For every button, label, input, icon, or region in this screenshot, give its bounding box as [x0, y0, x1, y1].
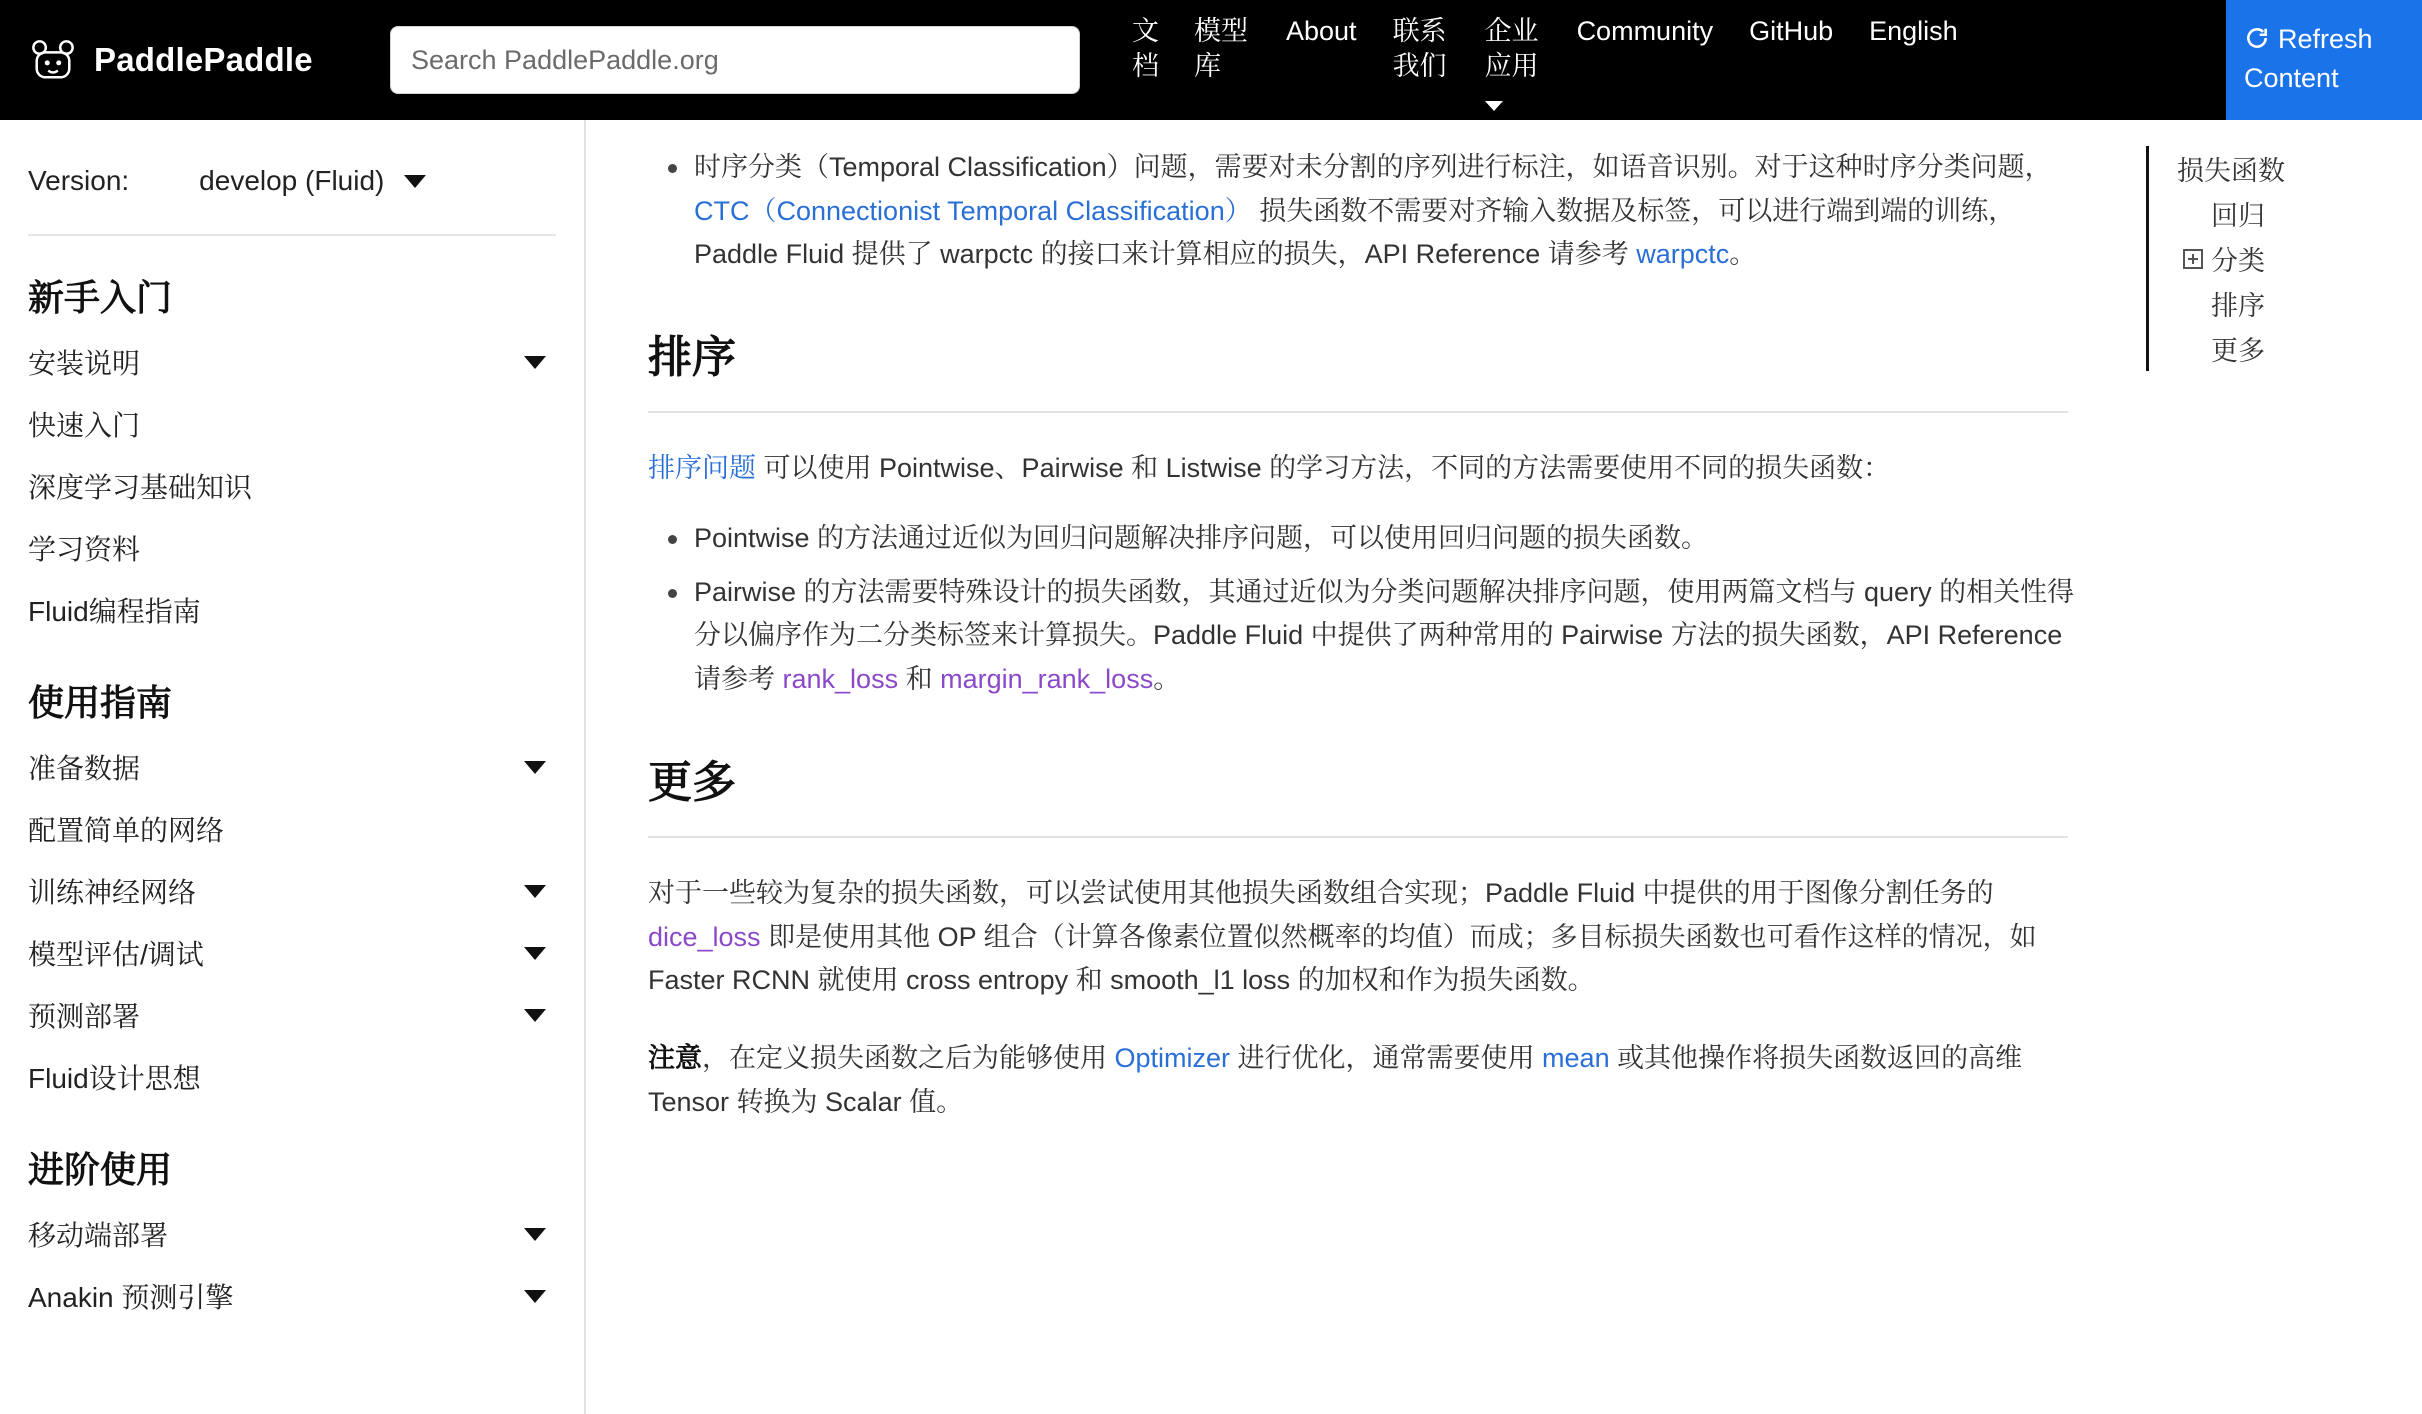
sidebar-section-title-advanced: 进阶使用: [28, 1149, 173, 1190]
nav-item-model-zoo[interactable]: 模型库: [1194, 16, 1248, 81]
page-body: [0, 120, 2422, 1414]
list-item: [694, 571, 2088, 702]
nav-item-github[interactable]: GitHub: [1749, 16, 1834, 46]
sidebar: [0, 120, 586, 1414]
more-paragraph-2: [648, 1037, 2068, 1124]
sidebar-item-label: 准备数据: [28, 753, 141, 784]
chevron-down-icon: [524, 1009, 546, 1022]
sidebar-item-dl-basics[interactable]: [0, 455, 584, 517]
paddle-bear-logo-icon: [30, 37, 76, 83]
ranking-intro-paragraph: [648, 447, 2068, 491]
sidebar-item-fluid-guide[interactable]: [0, 579, 584, 641]
more-text-2: 即是使用其他 OP 组合（计算各像素位置似然概率的均值）而成；多目标损失函数也可看作这样的情况，如 Faster RCNN 就使用 cross entropy 和 smooth_l1 loss 的加权和作为损失函数。: [648, 921, 2037, 996]
ranking-intro-text: 可以使用 Pointwise、Pairwise 和 Listwise 的学习方法，不同的方法需要使用不同的损失函数：: [756, 453, 1891, 484]
link-rank-loss[interactable]: rank_loss: [782, 664, 899, 695]
chevron-down-icon: [524, 761, 546, 774]
note-text-1: ，在定义损失函数之后为能够使用: [702, 1043, 1115, 1074]
chevron-down-icon: [524, 1228, 546, 1241]
brand-name: PaddlePaddle: [94, 41, 313, 78]
search-input[interactable]: [390, 26, 1080, 94]
top-navigation-bar: [0, 0, 2422, 120]
nav-item-contact-us[interactable]: 联系我们: [1392, 16, 1447, 81]
sidebar-item-label: Fluid设计思想: [28, 1063, 201, 1094]
section-heading-ranking: 排序: [648, 321, 2068, 413]
nav-item-english[interactable]: English: [1869, 16, 1958, 46]
sidebar-item-fluid-design[interactable]: [0, 1046, 584, 1108]
pairwise-text-2: 和: [898, 664, 941, 695]
version-label: Version:: [28, 165, 130, 196]
section-heading-more: 更多: [648, 746, 2068, 838]
nav-item-about[interactable]: About: [1286, 16, 1357, 46]
sidebar-item-learning-materials[interactable]: [0, 517, 584, 579]
sidebar-item-install[interactable]: [0, 331, 584, 393]
version-value: develop (Fluid): [199, 165, 385, 196]
refresh-icon: [2244, 25, 2270, 61]
toc-item-classification[interactable]: [2177, 236, 2422, 281]
link-dice-loss[interactable]: dice_loss: [648, 921, 761, 952]
more-paragraph-1: [648, 872, 2068, 1003]
toc-item-loss-functions[interactable]: 损失函数: [2177, 156, 2285, 186]
sidebar-item-mobile-deploy[interactable]: [0, 1203, 584, 1265]
sidebar-item-simple-network[interactable]: [0, 798, 584, 860]
toc-item-ranking[interactable]: 排序: [2211, 291, 2265, 321]
document-body: [648, 120, 2088, 1125]
note-text-3: 或其他操作将损失函数返回的高维 Tensor 转换为 Scalar 值。: [648, 1043, 2023, 1117]
sidebar-section-title-userguide: 使用指南: [28, 682, 173, 723]
sidebar-item-label: 训练神经网络: [28, 877, 197, 908]
expand-plus-icon[interactable]: [2183, 249, 2203, 269]
sidebar-item-quickstart[interactable]: [0, 393, 584, 455]
toc-item-more[interactable]: 更多: [2211, 336, 2265, 366]
sidebar-item-label: 预测部署: [28, 1001, 141, 1032]
chevron-down-icon: [524, 885, 546, 898]
sidebar-section-title-beginner: 新手入门: [28, 277, 173, 318]
page-toc: [2146, 146, 2422, 371]
sidebar-item-model-eval-debug[interactable]: [0, 922, 584, 984]
note-text-2: 进行优化，通常需要使用: [1230, 1043, 1543, 1074]
main-content: [586, 120, 2422, 1414]
link-ranking-problem[interactable]: 排序问题: [648, 453, 756, 484]
link-mean[interactable]: mean: [1542, 1043, 1610, 1074]
bullet-text-1: 时序分类（Temporal Classification）问题，需要对未分割的序列进行标注，如语音识别。对于这种时序分类问题，: [694, 152, 2052, 182]
more-text-1: 对于一些较为复杂的损失函数，可以尝试使用其他损失函数组合实现；Paddle Fluid 中提供的用于图像分割任务的: [648, 877, 1994, 908]
link-warpctc[interactable]: warpctc: [1636, 239, 1730, 270]
nav-item-community[interactable]: Community: [1576, 16, 1714, 46]
main-nav-items: [1114, 0, 1976, 120]
sidebar-item-label: 快速入门: [28, 410, 141, 441]
ranking-bullet-list: [648, 517, 2088, 702]
link-ctc[interactable]: CTC（Connectionist Temporal Classification）: [694, 195, 1252, 226]
note-label: 注意: [648, 1043, 702, 1074]
chevron-down-icon: [524, 1290, 546, 1303]
nav-item-enterprise-label: 企业应用: [1484, 16, 1539, 81]
sidebar-item-inference-deploy[interactable]: [0, 984, 584, 1046]
brand-logo-link[interactable]: [0, 37, 360, 83]
list-item: [694, 146, 2088, 277]
sidebar-item-label: 学习资料: [28, 534, 141, 565]
sidebar-item-label: 安装说明: [28, 348, 141, 379]
search-container: [390, 26, 1080, 94]
pairwise-text-1: Pairwise 的方法需要特殊设计的损失函数，其通过近似为分类问题解决排序问题，使用两篇文档与 query 的相关性得分以偏序作为二分类标签来计算损失。Paddle Fluid 中提供了两种常用的 Pairwise 方法的损失函数，API Reference 请参考: [694, 576, 2075, 695]
sidebar-item-label: 移动端部署: [28, 1220, 169, 1251]
sidebar-item-label: Anakin 预测引擎: [28, 1282, 234, 1313]
sidebar-item-label: 模型评估/调试: [28, 939, 204, 970]
toc-item-classification-label: 分类: [2211, 246, 2265, 276]
link-optimizer[interactable]: Optimizer: [1114, 1043, 1231, 1074]
chevron-down-icon: [404, 175, 426, 188]
nav-item-enterprise[interactable]: [1467, 14, 1559, 120]
nav-item-docs[interactable]: 文档: [1132, 16, 1159, 81]
sidebar-item-prepare-data[interactable]: [0, 736, 584, 798]
sidebar-item-label: 深度学习基础知识: [28, 472, 253, 503]
bullet-text-2: 损失函数不需要对齐输入数据及标签，可以进行端到端的训练，Paddle Fluid 提供了 warpctc 的接口来计算相应的损失，API Reference 请参考: [694, 195, 2016, 270]
sidebar-item-label: Fluid编程指南: [28, 596, 201, 627]
top-bullet-list: [648, 146, 2088, 277]
toc-item-regression[interactable]: 回归: [2211, 201, 2265, 231]
sidebar-item-label: 配置简单的网络: [28, 815, 225, 846]
sidebar-item-anakin-engine[interactable]: [0, 1265, 584, 1327]
pairwise-text-3: 。: [1153, 664, 1181, 695]
refresh-content-label: Refresh Content: [2244, 24, 2373, 93]
chevron-down-icon: [524, 356, 546, 369]
link-margin-rank-loss[interactable]: margin_rank_loss: [940, 664, 1154, 695]
chevron-down-icon: [1485, 101, 1503, 111]
chevron-down-icon: [524, 947, 546, 960]
sidebar-item-train-network[interactable]: [0, 860, 584, 922]
version-selector[interactable]: [0, 154, 584, 208]
bullet-text-3: 。: [1729, 239, 1757, 270]
refresh-content-button[interactable]: [2226, 0, 2422, 120]
list-item: Pointwise 的方法通过近似为回归问题解决排序问题，可以使用回归问题的损失函数。: [694, 517, 2088, 561]
